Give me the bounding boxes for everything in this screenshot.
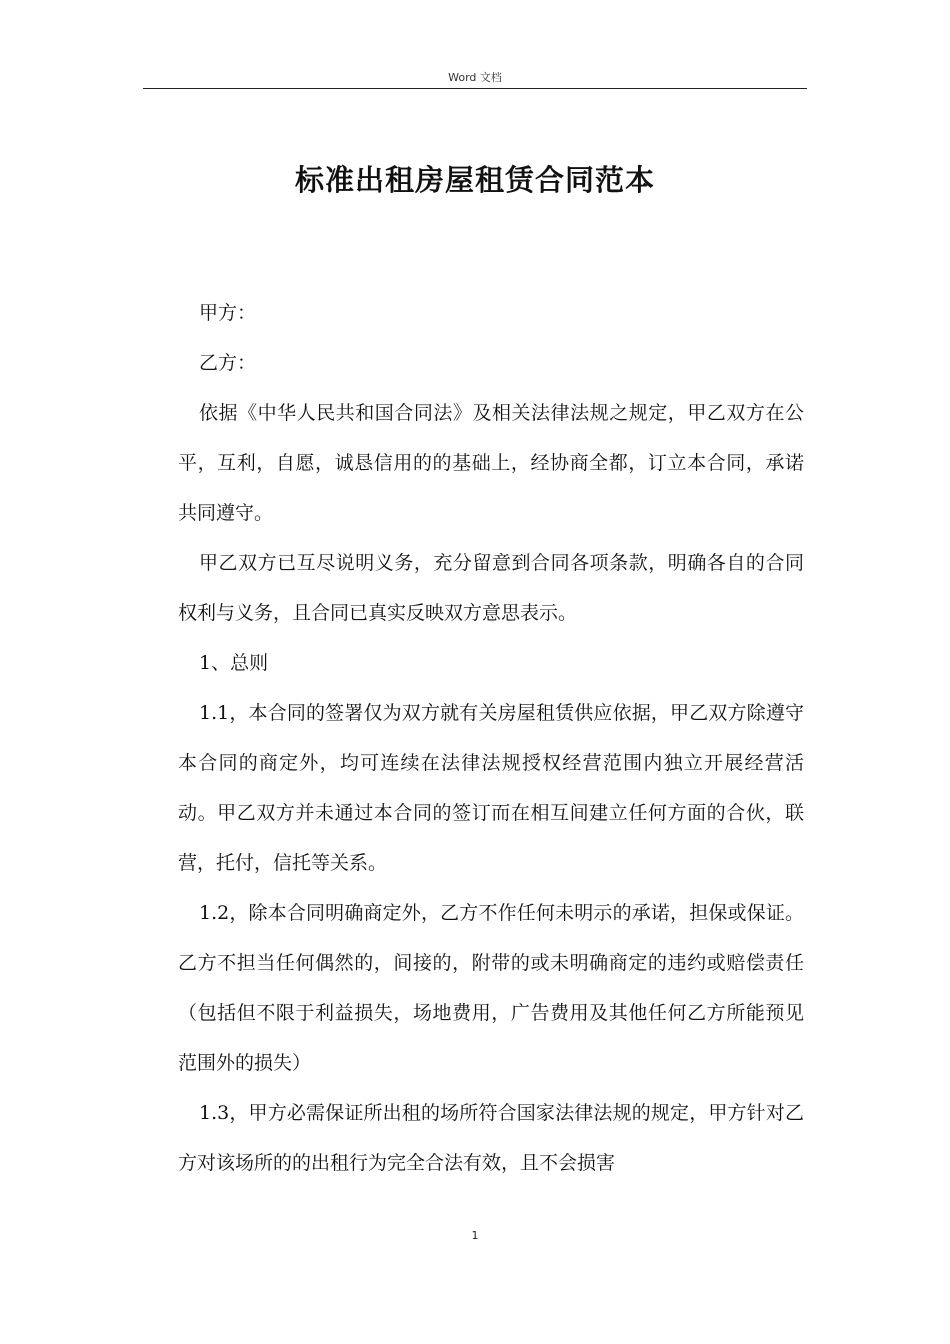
disclosure-paragraph: 甲乙双方已互尽说明义务，充分留意到合同各项条款，明确各自的合同权利与义务，且合同已真实反映双方意思表示。 <box>178 552 804 624</box>
header-text: Word 文档 <box>448 71 502 84</box>
section-heading-general: 1、总则 <box>199 652 269 674</box>
clause-1-3: 1.3，甲方必需保证所出租的场所符合国家法律法规的规定，甲方针对乙方对该场所的的出租行为完全合法有效，且不会损害 <box>178 1102 804 1174</box>
preamble-paragraph: 依据《中华人民共和国合同法》及相关法律法规之规定，甲乙双方在公平，互利，自愿，诚恳信用的的基础上，经协商全都，订立本合同，承诺共同遵守。 <box>178 402 804 524</box>
party-a-line: 甲方： <box>199 302 257 324</box>
clause-1-1: 1.1，本合同的签署仅为双方就有关房屋租赁供应依据，甲乙双方除遵守本合同的商定外，均可连续在法律法规授权经营范围内独立开展经营活动。甲乙双方并未通过本合同的签订而在相互间建立任何方面的合伙，联营，托付，信托等关系。 <box>178 702 804 874</box>
document-body <box>178 288 804 1188</box>
clause-1-2: 1.2，除本合同明确商定外，乙方不作任何未明示的承诺，担保或保证。乙方不担当任何偶然的，间接的，附带的或未明确商定的违约或赔偿责任（包括但不限于利益损失，场地费用，广告费用及其他任何乙方所能预见范围外的损失） <box>178 902 804 1074</box>
party-b-line: 乙方： <box>199 352 257 374</box>
page-number: 1 <box>471 1229 479 1242</box>
page-header <box>143 66 807 89</box>
document-title: 标准出租房屋租赁合同范本 <box>294 163 655 197</box>
